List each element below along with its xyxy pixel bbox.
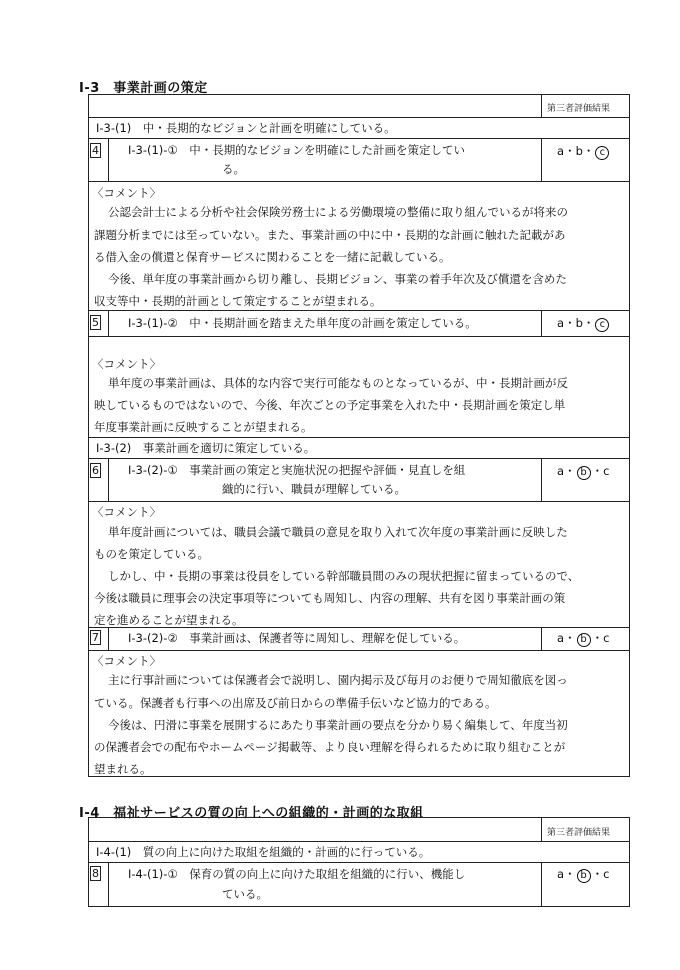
- selected-grade-b: b: [577, 869, 591, 883]
- comment-6-line3: しかし、中・長期の事業は役員をしている幹部職員間のみの現状把握に留まっているので、: [108, 569, 580, 583]
- item-5-text: Ⅰ-3-(1)-② 中・長期計画を踏まえた単年度の計画を策定している。: [128, 316, 477, 330]
- item-7-text: Ⅰ-3-(2)-② 事業計画は、保護者等に周知し、理解を促している。: [128, 631, 466, 645]
- comment-heading-6: 〈コメント〉: [92, 505, 161, 519]
- comment-7-line4: の保護者会での配布やホームページ掲載等、より良い理解を得られるために取り組むことが: [94, 740, 566, 754]
- comment-5-line1: 単年度の事業計画は、具体的な内容で実行可能なものとなっているが、中・長期計画が反: [108, 376, 568, 390]
- grade-item-5: a・b・ c: [557, 315, 610, 332]
- item-number-5: 5: [92, 316, 99, 329]
- selected-grade-b: b: [577, 466, 591, 480]
- comment-5-line3: 年度事業計画に反映することが望まれる。: [94, 420, 313, 434]
- item-number-8: 8: [92, 867, 99, 880]
- selected-grade-c: c: [595, 146, 609, 160]
- subsection-i3-1: Ⅰ-3-(1) 中・長期的なビジョンと計画を明確にしている。: [96, 121, 396, 135]
- item-number-7: 7: [92, 631, 99, 644]
- comment-6-line1: 単年度計画については、職員会議で職員の意見を取り入れて次年度の事業計画に反映した: [108, 525, 568, 539]
- item-6-text-line1: Ⅰ-3-(2)-① 事業計画の策定と実施状況の把握や評価・見直しを組: [128, 463, 466, 477]
- comment-6-line2: ものを策定している。: [94, 547, 209, 561]
- comment-heading-4: 〈コメント〉: [92, 186, 161, 200]
- comment-7-line2: ている。保護者も行事への出席及び前日からの準備手伝いなど協力的である。: [94, 696, 497, 710]
- section-title-i4: Ⅰ-4 福祉サービスの質の向上への組織的・計画的な取組: [79, 806, 424, 821]
- comment-4-line4: 今後、単年度の事業計画から切り離し、長期ビジョン、事業の着手年次及び償還を含めた: [108, 272, 567, 286]
- item-number-6: 6: [92, 464, 99, 477]
- item-8-text-line1: Ⅰ-4-(1)-① 保育の質の向上に向けた取組を組織的に行い、機能し: [128, 867, 466, 881]
- grade-item-8: a・ b ・c: [557, 867, 610, 881]
- subsection-i4-1: Ⅰ-4-(1) 質の向上に向けた取組を組織的・計画的に行っている。: [96, 845, 431, 859]
- comment-5-line2: 映しているものではないので、今後、年次ごとの予定事業を入れた中・長期計画を策定し単: [94, 398, 566, 412]
- grade-item-7: a・ b ・c: [557, 631, 610, 645]
- comment-6-line4: 今後は職員に理事会の決定事項等についても周知し、内容の理解、共有を図り事業計画の策: [94, 591, 566, 605]
- item-8-text-line2: ている。: [222, 887, 268, 901]
- comment-7-line1: 主に行事計画については保護者会で説明し、園内掲示及び毎月のお便りで周知徹底を図っ: [108, 673, 568, 687]
- item-4-text-line2: る。: [222, 162, 245, 176]
- item-6-text-line2: 織的に行い、職員が理解している。: [222, 482, 406, 496]
- grade-item-6: a・ b ・c: [557, 464, 610, 478]
- subsection-i3-2: Ⅰ-3-(2) 事業計画を適切に策定している。: [96, 441, 316, 455]
- comment-6-line5: 定を進めることが望まれる。: [94, 613, 244, 627]
- comment-heading-7: 〈コメント〉: [92, 654, 161, 668]
- eval-result-header: 第三者評価結果: [547, 104, 611, 114]
- comment-4-line3: る借入金の償還と保育サービスに関わることを一緒に記載している。: [94, 250, 451, 264]
- comment-7-line3: 今後は、円滑に事業を展開するにあたり事業計画の要点を分かり易く編集して、年度当初: [108, 718, 568, 732]
- comment-4-line2: 課題分析までには至っていない。また、事業計画の中に中・長期的な計画に触れた記載があ: [94, 228, 566, 242]
- item-4-text-line1: Ⅰ-3-(1)-① 中・長期的なビジョンを明確にした計画を策定してい: [128, 143, 466, 157]
- comment-heading-5: 〈コメント〉: [92, 357, 161, 371]
- eval-result-header-2: 第三者評価結果: [547, 828, 611, 838]
- grade-item-4: a・b・ c: [557, 143, 610, 160]
- comment-4-line1: 公認会計士による分析や社会保険労務士による労働環境の整備に取り組んでいるが将来の: [108, 205, 568, 219]
- comment-7-line5: 望まれる。: [94, 762, 152, 776]
- comment-4-line5: 収支等中・長期的計画として策定することが望まれる。: [94, 294, 382, 308]
- item-number-4: 4: [92, 144, 99, 157]
- selected-grade-c: c: [595, 318, 609, 332]
- selected-grade-b: b: [577, 633, 591, 647]
- section-title-i3: Ⅰ-3 事業計画の策定: [79, 81, 208, 96]
